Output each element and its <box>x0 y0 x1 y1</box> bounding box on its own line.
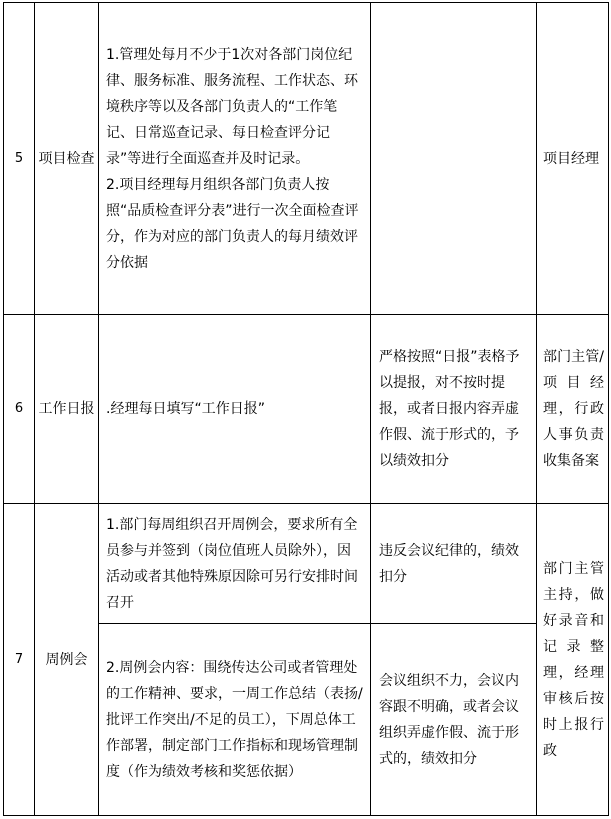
penalty-cell: 会议组织不力，会议内容跟不明确，或者会议组织弄虚作假、流于形式的，绩效扣分 <box>371 624 537 816</box>
content-cell <box>99 3 371 315</box>
table-row <box>4 3 609 315</box>
content-paragraph: 2.周例会内容：围绕传达公司或者管理处的工作精神、要求，一周工作总结（表扬/批评工作突出/不足的员工），下周总体工作部署，制定部门工作指标和现场管理制度（作为绩效考核和奖惩依据） <box>106 659 363 780</box>
content-cell <box>99 315 371 504</box>
penalty-cell <box>371 3 537 315</box>
content-paragraph: 2.项目经理每月组织各部门负责人按照“品质检查评分表”进行一次全面检查评分，作为对应的部门负责人的每月绩效评分依据 <box>106 176 359 271</box>
penalty-cell: 严格按照“日报”表格予以提报，对不按时提报，或者日报内容弄虚作假、流于形式的，予以绩效扣分 <box>371 315 537 504</box>
row-number: 5 <box>4 3 35 315</box>
responsible-cell: 项目经理 <box>537 3 609 315</box>
responsible-cell: 部门主管主持，做好录音和记录整理，经理审核后按时上报行政 <box>537 504 609 816</box>
content-paragraph: 1.管理处每月不少于1次对各部门岗位纪律、服务标准、服务流程、工作状态、环境秩序等以及各部门负责人的“工作笔记、日常巡查记录、每日检查评分记录”等进行全面巡查并及时记录。 <box>106 46 358 167</box>
content-cell <box>99 504 371 624</box>
row-number: 7 <box>4 504 35 816</box>
item-name: 周例会 <box>35 504 99 816</box>
content-cell <box>99 624 371 816</box>
content-paragraph: 1.部门每周组织召开周例会，要求所有全员参与并签到（岗位值班人员除外），因活动或者其他特殊原因除可另行安排时间召开 <box>106 516 358 611</box>
penalty-cell: 违反会议纪律的，绩效扣分 <box>371 504 537 624</box>
content-paragraph: .经理每日填写“工作日报” <box>106 401 265 417</box>
table-row <box>4 315 609 504</box>
table-row <box>4 504 609 624</box>
item-name: 工作日报 <box>35 315 99 504</box>
responsible-cell: 部门主管/项目经理，行政人事负责收集备案 <box>537 315 609 504</box>
work-management-table <box>3 2 609 816</box>
row-number: 6 <box>4 315 35 504</box>
item-name: 项目检查 <box>35 3 99 315</box>
